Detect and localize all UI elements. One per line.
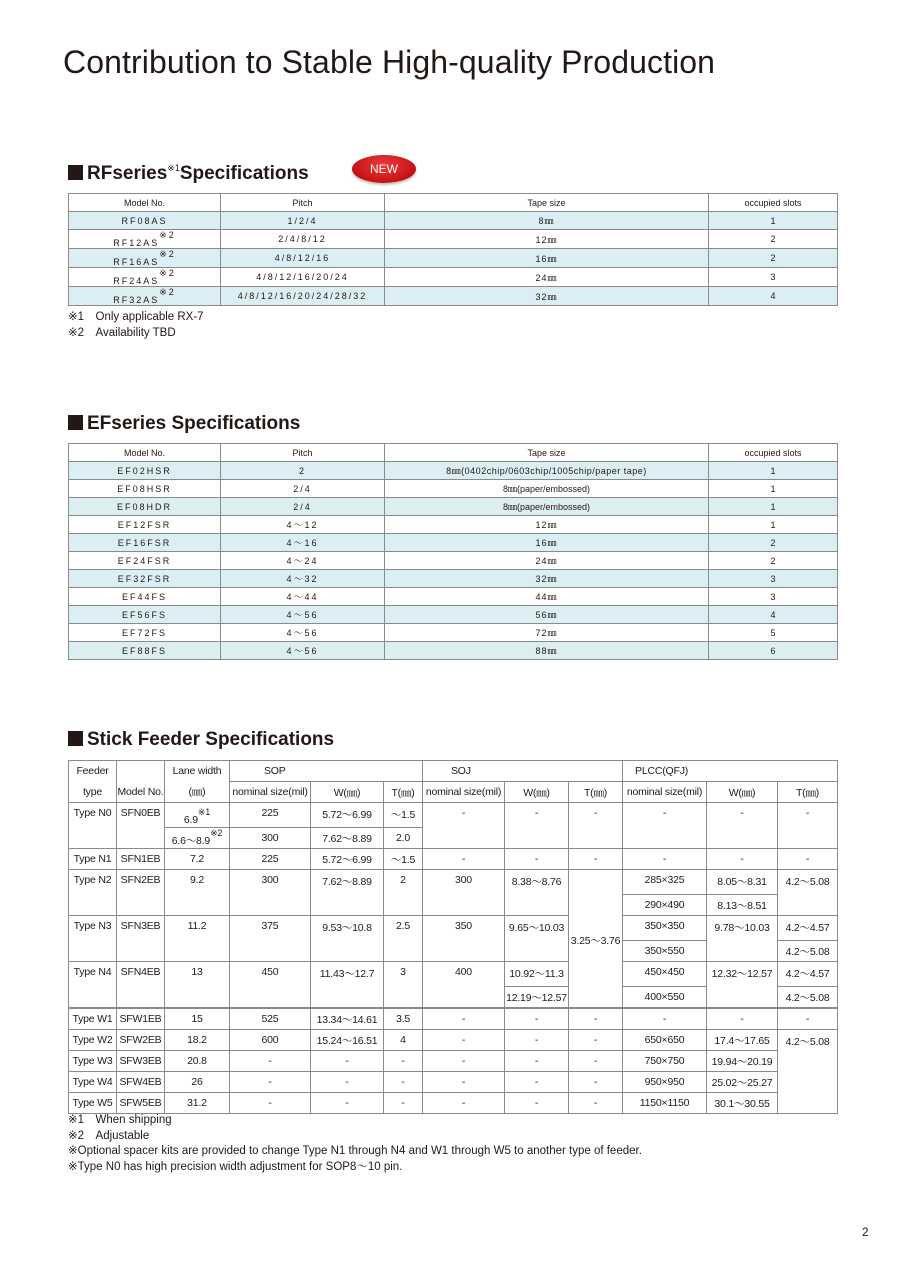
lane-text: 6.9 <box>183 814 198 826</box>
soj-w-cell: 10.92～11.3 <box>505 962 569 987</box>
soj-nominal-cell: - <box>423 803 505 849</box>
stick-note-1: ※1 When shipping <box>68 1114 172 1126</box>
type-cell: Type W3 <box>69 1051 117 1072</box>
table-row <box>69 230 838 249</box>
ef-pitch-cell: 4～56 <box>221 642 385 660</box>
table-row <box>69 212 838 230</box>
ef-slots-cell: 5 <box>709 624 838 642</box>
ef-section-heading <box>68 413 300 435</box>
type-cell: Type W1 <box>69 1008 117 1030</box>
table-row <box>69 1072 838 1093</box>
rf-tape-cell: 12㎜ <box>385 230 709 249</box>
table-row <box>69 870 838 895</box>
table-row <box>69 287 838 306</box>
soj-w-cell: 9.65～10.03 <box>505 916 569 962</box>
type-cell: Type N3 <box>69 916 117 962</box>
rf-pitch-cell: 4/8/12/16/20/24/28/32 <box>221 287 385 306</box>
lane-cell: 9.2 <box>165 870 230 916</box>
table-row <box>69 570 838 588</box>
sop-nominal-cell: 225 <box>230 849 311 870</box>
table-row <box>69 1030 838 1051</box>
ef-model-cell: EF56FS <box>69 606 221 624</box>
ef-header-pitch: Pitch <box>221 444 385 462</box>
plcc-nominal-cell: - <box>623 1008 707 1030</box>
sop-nominal-cell: 300 <box>230 870 311 916</box>
page-number: 2 <box>862 1225 869 1239</box>
sop-t-cell: ～1.5 <box>384 803 423 828</box>
header-lane-width: Lane width <box>165 761 230 782</box>
model-text: RF16AS <box>113 257 160 267</box>
plcc-w-cell: 8.05～8.31 <box>707 870 778 895</box>
ef-pitch-cell: 4～44 <box>221 588 385 606</box>
stick-notes <box>68 1113 642 1175</box>
ef-slots-cell: 6 <box>709 642 838 660</box>
ef-model-cell: EF16FSR <box>69 534 221 552</box>
soj-t-cell: - <box>569 1030 623 1051</box>
lane-cell: 13 <box>165 962 230 1009</box>
rf-tape-cell: 16㎜ <box>385 249 709 268</box>
sop-t-cell: - <box>384 1072 423 1093</box>
lane-cell: 7.2 <box>165 849 230 870</box>
header-soj-w: W(㎜) <box>505 782 569 803</box>
rf-header-model: Model No. <box>69 194 221 212</box>
ef-model-cell: EF24FSR <box>69 552 221 570</box>
ef-slots-cell: 3 <box>709 570 838 588</box>
ef-tape-cell: 12㎜ <box>385 516 709 534</box>
table-row <box>69 462 838 480</box>
rf-header-tape: Tape size <box>385 194 709 212</box>
ef-tape-cell: 32㎜ <box>385 570 709 588</box>
rf-section-heading <box>68 163 309 185</box>
plcc-w-cell: - <box>707 803 778 849</box>
lane-cell: 11.2 <box>165 916 230 962</box>
ef-pitch-cell: 4～24 <box>221 552 385 570</box>
rf-heading-tail: Specifications <box>179 163 309 184</box>
plcc-t-cell: - <box>778 849 838 870</box>
header-plcc-nominal: nominal size(mil) <box>623 782 707 803</box>
ef-tape-cell: 8㎜(paper/embossed) <box>385 498 709 516</box>
ef-tape-cell: 56㎜ <box>385 606 709 624</box>
plcc-nominal-cell: 450×450 <box>623 962 707 987</box>
rf-heading-text: RFseries <box>87 163 168 184</box>
ef-pitch-cell: 4～56 <box>221 624 385 642</box>
model-cell: SFN1EB <box>117 849 165 870</box>
sop-nominal-cell: 450 <box>230 962 311 1009</box>
header-model-top <box>117 761 165 782</box>
plcc-t-cell: - <box>778 1008 838 1030</box>
rf-model-cell <box>69 212 221 230</box>
soj-w-cell: - <box>505 849 569 870</box>
plcc-w-cell: 17.4～17.65 <box>707 1030 778 1051</box>
ef-model-cell: EF02HSR <box>69 462 221 480</box>
sop-w-cell: - <box>311 1093 384 1114</box>
table-row <box>69 480 838 498</box>
ef-model-cell: EF72FS <box>69 624 221 642</box>
table-row <box>69 588 838 606</box>
type-cell: Type W4 <box>69 1072 117 1093</box>
soj-t-cell: - <box>569 1008 623 1030</box>
ef-pitch-cell: 2 <box>221 462 385 480</box>
sop-w-cell: 5.72～6.99 <box>311 849 384 870</box>
header-sop-nominal: nominal size(mil) <box>230 782 311 803</box>
ef-header-model: Model No. <box>69 444 221 462</box>
sop-nominal-cell: 300 <box>230 828 311 849</box>
ef-slots-cell: 4 <box>709 606 838 624</box>
ef-tape-cell: 8㎜(0402chip/0603chip/1005chip/paper tape) <box>385 462 709 480</box>
sop-nominal-cell: 525 <box>230 1008 311 1030</box>
plcc-w-cell: - <box>707 1008 778 1030</box>
rf-pitch-cell: 2/4/8/12 <box>221 230 385 249</box>
rf-slots-cell: 4 <box>709 287 838 306</box>
ef-tape-cell: 24㎜ <box>385 552 709 570</box>
plcc-nominal-cell: - <box>623 849 707 870</box>
header-plcc: PLCC(QFJ) <box>623 761 838 782</box>
model-cell: SFN2EB <box>117 870 165 916</box>
ef-slots-cell: 1 <box>709 516 838 534</box>
soj-w-cell: 8.38～8.76 <box>505 870 569 916</box>
square-bullet-icon <box>68 415 83 430</box>
table-row <box>69 803 838 828</box>
table-row <box>69 1093 838 1114</box>
plcc-w-cell: 12.32～12.57 <box>707 962 778 1009</box>
stick-note-3: ※Optional spacer kits are provided to change Type N1 through N4 and W1 through W5 to another type of feeder. <box>68 1145 642 1157</box>
header-soj-nominal: nominal size(mil) <box>423 782 505 803</box>
ef-model-cell: EF44FS <box>69 588 221 606</box>
rf-pitch-cell: 4/8/12/16 <box>221 249 385 268</box>
ef-tape-cell: 8㎜(paper/embossed) <box>385 480 709 498</box>
plcc-t-cell: 4.2～5.08 <box>778 870 838 916</box>
plcc-nominal-cell: - <box>623 803 707 849</box>
rf-spec-table <box>68 193 838 306</box>
plcc-t-cell: 4.2～4.57 <box>778 962 838 987</box>
rf-model-cell <box>69 230 221 249</box>
soj-nominal-cell: 400 <box>423 962 505 1009</box>
model-text: RF32AS <box>113 295 160 305</box>
rf-pitch-cell: 1/2/4 <box>221 212 385 230</box>
ef-pitch-cell: 4～12 <box>221 516 385 534</box>
ef-spec-table <box>68 443 838 660</box>
model-cell: SFW1EB <box>117 1008 165 1030</box>
stick-note-2: ※2 Adjustable <box>68 1129 150 1142</box>
rf-tape-cell: 24㎜ <box>385 268 709 287</box>
rf-tape-cell: 8㎜ <box>385 212 709 230</box>
type-cell: Type W2 <box>69 1030 117 1051</box>
soj-nominal-cell: 300 <box>423 870 505 916</box>
table-row <box>69 1008 838 1030</box>
model-cell: SFW3EB <box>117 1051 165 1072</box>
ef-slots-cell: 2 <box>709 534 838 552</box>
header-model: Model No. <box>117 782 165 803</box>
note-sup: ※2 <box>210 828 223 838</box>
plcc-nominal-cell: 290×490 <box>623 895 707 916</box>
sop-w-cell: 15.24～16.51 <box>311 1030 384 1051</box>
type-cell: Type N0 <box>69 803 117 849</box>
rf-model-cell <box>69 249 221 268</box>
page-title: Contribution to Stable High-quality Production <box>63 44 716 80</box>
plcc-t-cell: 4.2～5.08 <box>778 987 838 1009</box>
ef-heading-text: EFseries Specifications <box>87 413 301 434</box>
sop-nominal-cell: - <box>230 1051 311 1072</box>
note-sup: ※1 <box>197 807 211 817</box>
model-cell: SFW4EB <box>117 1072 165 1093</box>
header-soj-t: T(㎜) <box>569 782 623 803</box>
plcc-t-cell: - <box>778 803 838 849</box>
sop-t-cell: 2.5 <box>384 916 423 962</box>
plcc-nominal-cell: 400×550 <box>623 987 707 1009</box>
plcc-nominal-cell: 350×350 <box>623 916 707 941</box>
note-sup: ※2 <box>159 287 176 297</box>
sop-nominal-cell: 375 <box>230 916 311 962</box>
model-text: RF24AS <box>113 276 160 286</box>
sop-w-cell: 11.43～12.7 <box>311 962 384 1009</box>
soj-w-cell: - <box>505 1072 569 1093</box>
table-row <box>69 249 838 268</box>
table-row <box>69 916 838 941</box>
type-cell: Type W5 <box>69 1093 117 1114</box>
header-lane-unit: (㎜) <box>165 782 230 803</box>
rf-header-slots: occupied slots <box>709 194 838 212</box>
note-sup: ※2 <box>159 268 176 278</box>
table-row <box>69 624 838 642</box>
type-cell: Type N4 <box>69 962 117 1009</box>
sop-nominal-cell: - <box>230 1093 311 1114</box>
stick-note-4: ※Type N0 has high precision width adjustment for SOP8～10 pin. <box>68 1160 403 1173</box>
plcc-w-cell: 19.94～20.19 <box>707 1051 778 1072</box>
ef-model-cell: EF08HSR <box>69 480 221 498</box>
rf-slots-cell: 3 <box>709 268 838 287</box>
rf-heading-sup: ※1 <box>167 163 180 173</box>
sop-nominal-cell: - <box>230 1072 311 1093</box>
soj-w-cell: - <box>505 1008 569 1030</box>
square-bullet-icon <box>68 165 83 180</box>
table-row <box>69 642 838 660</box>
lane-text: 6.6～8.9 <box>171 835 211 847</box>
stick-heading-text: Stick Feeder Specifications <box>87 729 335 750</box>
plcc-nominal-cell: 750×750 <box>623 1051 707 1072</box>
ef-slots-cell: 1 <box>709 480 838 498</box>
soj-w-cell: 12.19～12.57 <box>505 987 569 1009</box>
ef-model-cell: EF12FSR <box>69 516 221 534</box>
soj-nominal-cell: - <box>423 1051 505 1072</box>
plcc-w-cell: 9.78～10.03 <box>707 916 778 962</box>
sop-w-cell: 5.72～6.99 <box>311 803 384 828</box>
soj-nominal-cell: 350 <box>423 916 505 962</box>
stick-spec-table <box>68 760 838 1114</box>
soj-nominal-cell: - <box>423 849 505 870</box>
header-plcc-t: T(㎜) <box>778 782 838 803</box>
rf-tape-cell: 32㎜ <box>385 287 709 306</box>
header-soj: SOJ <box>423 761 623 782</box>
soj-t-cell: - <box>569 1093 623 1114</box>
rf-slots-cell: 2 <box>709 230 838 249</box>
ef-model-cell: EF32FSR <box>69 570 221 588</box>
soj-t-cell: - <box>569 803 623 849</box>
rf-model-cell <box>69 268 221 287</box>
soj-t-cell: - <box>569 849 623 870</box>
model-text: RF08AS <box>121 215 168 226</box>
ef-pitch-cell: 2/4 <box>221 480 385 498</box>
sop-nominal-cell: 225 <box>230 803 311 828</box>
table-row <box>69 962 838 987</box>
sop-t-cell: 4 <box>384 1030 423 1051</box>
rf-notes <box>68 310 204 341</box>
rf-slots-cell: 2 <box>709 249 838 268</box>
note-sup: ※2 <box>159 230 176 240</box>
new-badge: NEW <box>352 155 416 183</box>
model-cell: SFW2EB <box>117 1030 165 1051</box>
rf-header-pitch: Pitch <box>221 194 385 212</box>
plcc-nominal-cell: 350×550 <box>623 941 707 962</box>
plcc-t-shared-cell: 4.2～5.08 <box>778 1030 838 1114</box>
rf-model-cell <box>69 287 221 306</box>
table-row <box>69 268 838 287</box>
ef-pitch-cell: 4～32 <box>221 570 385 588</box>
sop-w-cell: - <box>311 1072 384 1093</box>
ef-pitch-cell: 2/4 <box>221 498 385 516</box>
soj-w-cell: - <box>505 1093 569 1114</box>
table-row <box>69 606 838 624</box>
type-cell: Type N2 <box>69 870 117 916</box>
plcc-nominal-cell: 1150×1150 <box>623 1093 707 1114</box>
plcc-t-cell: 4.2～5.08 <box>778 941 838 962</box>
table-row <box>69 849 838 870</box>
table-row <box>69 552 838 570</box>
ef-header-slots: occupied slots <box>709 444 838 462</box>
model-cell: SFW5EB <box>117 1093 165 1114</box>
plcc-w-cell: 8.13～8.51 <box>707 895 778 916</box>
lane-cell: 15 <box>165 1008 230 1030</box>
ef-tape-cell: 72㎜ <box>385 624 709 642</box>
sop-t-cell: ～1.5 <box>384 849 423 870</box>
square-bullet-icon <box>68 731 83 746</box>
soj-w-cell: - <box>505 1030 569 1051</box>
plcc-w-cell: - <box>707 849 778 870</box>
ef-tape-cell: 44㎜ <box>385 588 709 606</box>
sop-t-cell: 3.5 <box>384 1008 423 1030</box>
ef-pitch-cell: 4～56 <box>221 606 385 624</box>
plcc-nominal-cell: 285×325 <box>623 870 707 895</box>
ef-slots-cell: 1 <box>709 498 838 516</box>
plcc-t-cell: 4.2～4.57 <box>778 916 838 941</box>
sop-w-cell: - <box>311 1051 384 1072</box>
header-sop-w: W(㎜) <box>311 782 384 803</box>
rf-note-1: ※1 Only applicable RX-7 <box>68 311 204 323</box>
sop-t-cell: - <box>384 1051 423 1072</box>
soj-nominal-cell: - <box>423 1008 505 1030</box>
sop-t-cell: 2 <box>384 870 423 916</box>
rf-slots-cell: 1 <box>709 212 838 230</box>
ef-pitch-cell: 4～16 <box>221 534 385 552</box>
soj-w-cell: - <box>505 803 569 849</box>
model-cell: SFN4EB <box>117 962 165 1009</box>
header-plcc-w: W(㎜) <box>707 782 778 803</box>
rf-pitch-cell: 4/8/12/16/20/24 <box>221 268 385 287</box>
lane-cell <box>165 803 230 828</box>
plcc-nominal-cell: 950×950 <box>623 1072 707 1093</box>
lane-cell: 18.2 <box>165 1030 230 1051</box>
sop-t-cell: 3 <box>384 962 423 1009</box>
lane-cell: 31.2 <box>165 1093 230 1114</box>
table-row <box>69 498 838 516</box>
ef-model-cell: EF08HDR <box>69 498 221 516</box>
note-sup: ※2 <box>159 249 176 259</box>
ef-header-tape: Tape size <box>385 444 709 462</box>
lane-cell: 20.8 <box>165 1051 230 1072</box>
model-text: RF12AS <box>113 238 160 248</box>
sop-nominal-cell: 600 <box>230 1030 311 1051</box>
soj-t-cell: - <box>569 1072 623 1093</box>
ef-slots-cell: 1 <box>709 462 838 480</box>
sop-w-cell: 7.62～8.89 <box>311 828 384 849</box>
table-row <box>69 1051 838 1072</box>
type-cell: Type N1 <box>69 849 117 870</box>
header-feeder: Feeder <box>69 761 117 782</box>
ef-tape-cell: 88㎜ <box>385 642 709 660</box>
model-cell: SFN0EB <box>117 803 165 849</box>
header-type: type <box>69 782 117 803</box>
header-sop: SOP <box>230 761 423 782</box>
lane-cell <box>165 828 230 849</box>
sop-w-cell: 13.34～14.61 <box>311 1008 384 1030</box>
rf-note-2: ※2 Availability TBD <box>68 326 176 339</box>
soj-nominal-cell: - <box>423 1030 505 1051</box>
lane-cell: 26 <box>165 1072 230 1093</box>
sop-t-cell: - <box>384 1093 423 1114</box>
model-cell: SFN3EB <box>117 916 165 962</box>
header-sop-t: T(㎜) <box>384 782 423 803</box>
plcc-w-cell: 25.02～25.27 <box>707 1072 778 1093</box>
ef-slots-cell: 3 <box>709 588 838 606</box>
soj-nominal-cell: - <box>423 1093 505 1114</box>
ef-model-cell: EF88FS <box>69 642 221 660</box>
sop-w-cell: 7.62～8.89 <box>311 870 384 916</box>
table-row <box>69 516 838 534</box>
plcc-nominal-cell: 650×650 <box>623 1030 707 1051</box>
sop-w-cell: 9.53～10.8 <box>311 916 384 962</box>
sop-t-cell: 2.0 <box>384 828 423 849</box>
ef-slots-cell: 2 <box>709 552 838 570</box>
soj-t-cell: - <box>569 1051 623 1072</box>
table-row <box>69 534 838 552</box>
soj-w-cell: - <box>505 1051 569 1072</box>
plcc-w-cell: 30.1～30.55 <box>707 1093 778 1114</box>
soj-nominal-cell: - <box>423 1072 505 1093</box>
stick-section-heading <box>68 729 334 751</box>
ef-tape-cell: 16㎜ <box>385 534 709 552</box>
soj-t-shared-cell: 3.25～3.76 <box>569 870 623 1009</box>
